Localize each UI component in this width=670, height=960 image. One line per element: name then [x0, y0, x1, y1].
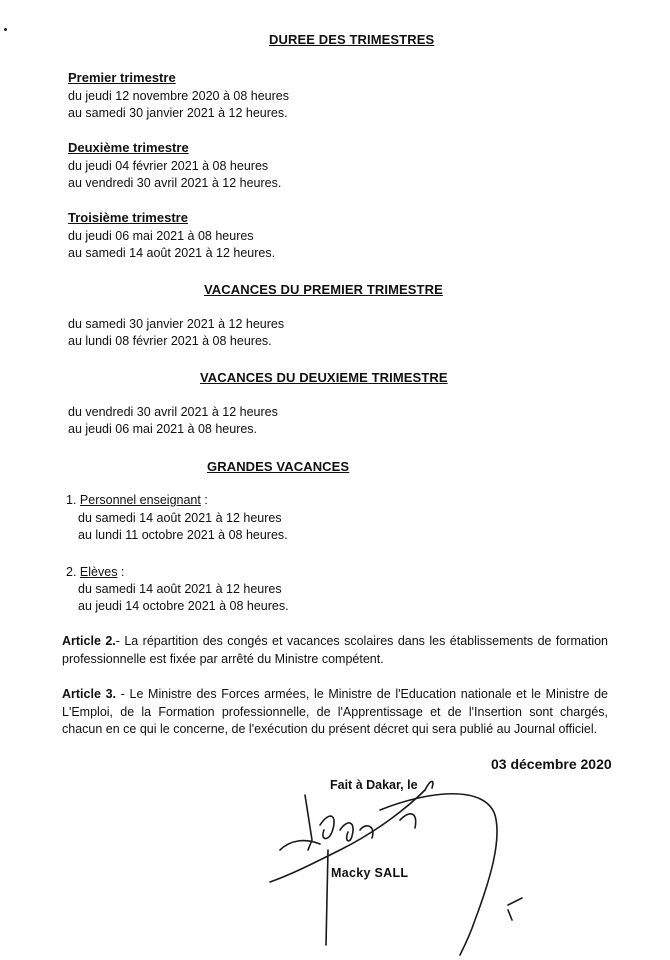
article-3-text: - Le Ministre des Forces armées, le Ministre de l'Education nationale et le Ministre de L'Emploi, de la Formation professionnelle, de l'Apprentissage et de l'Insertion sont chargés, chacun en ce qui le concerne, de l'exécution du présent décret qui sera publié au Journal officiel.	[62, 687, 608, 736]
trimester-1-title: Premier trimestre	[68, 70, 176, 85]
vacances-deuxieme-title: VACANCES DU DEUXIEME TRIMESTRE	[200, 370, 448, 385]
trimester-3-title: Troisième trimestre	[68, 210, 188, 225]
item-suffix: :	[117, 565, 125, 579]
trimester-3-from: du jeudi 06 mai 2021 à 08 heures	[68, 229, 254, 243]
stray-mark	[4, 28, 7, 31]
grandes-vacances-item-1	[66, 492, 208, 508]
article-2-text: - La répartition des congés et vacances scolaires dans les établissements de formation professionnelle est fixée par arrêté du Ministre compétent.	[62, 634, 608, 666]
trimester-3-to: au samedi 14 août 2021 à 12 heures.	[68, 246, 276, 260]
item-label: Personnel enseignant	[79, 493, 201, 507]
grandes-vacances-item-2	[66, 564, 124, 580]
item-number: 2.	[66, 565, 77, 579]
signature-stroke	[326, 850, 328, 945]
signature-stroke	[425, 781, 433, 790]
article-2	[62, 633, 608, 668]
item-suffix: :	[200, 493, 208, 507]
signature-stroke	[280, 841, 320, 850]
handwritten-signature	[260, 770, 590, 960]
signature-stroke	[320, 816, 334, 838]
item-number: 1.	[66, 493, 77, 507]
grandes-vacances-item-1-to: au lundi 11 octobre 2021 à 08 heures.	[78, 528, 288, 542]
article-3-label: Article 3.	[62, 687, 116, 701]
grandes-vacances-item-2-to: au jeudi 14 octobre 2021 à 08 heures.	[78, 599, 289, 613]
signature-date: 03 décembre 2020	[491, 756, 612, 772]
grandes-vacances-title: GRANDES VACANCES	[207, 459, 350, 474]
vacances-deuxieme-from: du vendredi 30 avril 2021 à 12 heures	[68, 405, 278, 419]
signature-stroke	[400, 814, 416, 828]
page-title: DUREE DES TRIMESTRES	[269, 32, 435, 47]
signature-place: Fait à Dakar, le	[330, 778, 418, 792]
vacances-premier-to: au lundi 08 février 2021 à 08 heures.	[68, 334, 272, 348]
trimester-2-to: au vendredi 30 avril 2021 à 12 heures.	[68, 176, 282, 190]
trimester-2-from: du jeudi 04 février 2021 à 08 heures	[68, 159, 269, 173]
trimester-2-title: Deuxième trimestre	[68, 140, 189, 155]
item-label: Elèves	[79, 565, 118, 579]
trimester-1-from: du jeudi 12 novembre 2020 à 08 heures	[68, 89, 289, 103]
signature-stroke	[340, 823, 353, 841]
signature-stroke	[508, 910, 512, 920]
signer-name: Macky SALL	[331, 866, 409, 880]
vacances-deuxieme-to: au jeudi 06 mai 2021 à 08 heures.	[68, 422, 258, 436]
vacances-premier-title: VACANCES DU PREMIER TRIMESTRE	[204, 282, 443, 297]
trimester-1-to: au samedi 30 janvier 2021 à 12 heures.	[68, 106, 288, 120]
vacances-premier-from: du samedi 30 janvier 2021 à 12 heures	[68, 317, 285, 331]
article-3	[62, 686, 608, 739]
article-2-label: Article 2.	[62, 634, 116, 648]
grandes-vacances-item-2-from: du samedi 14 août 2021 à 12 heures	[78, 582, 282, 596]
grandes-vacances-item-1-from: du samedi 14 août 2021 à 12 heures	[78, 511, 282, 525]
signature-stroke	[508, 898, 522, 905]
